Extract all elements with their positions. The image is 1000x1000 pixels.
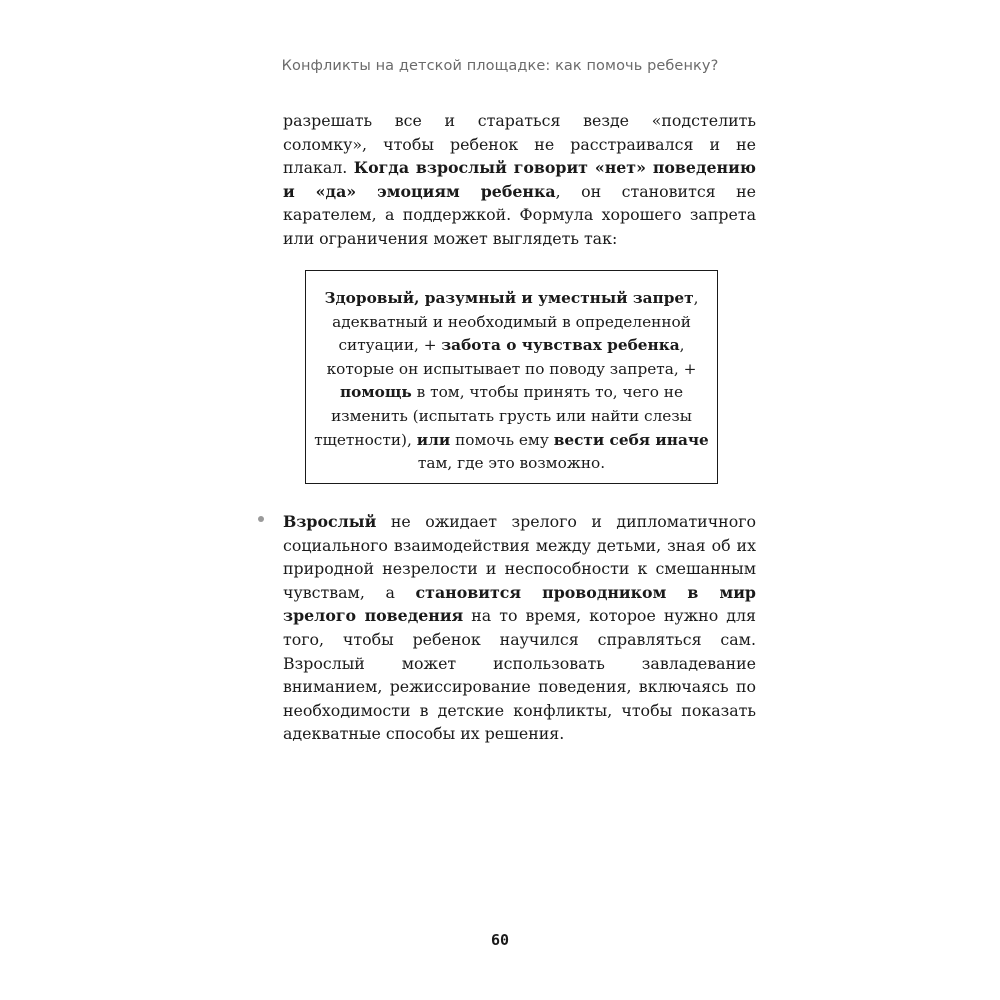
formula-plain-text: , адекватный и необходимый в определенной ситуации, + — [332, 289, 699, 355]
page-number: 60 — [490, 931, 510, 949]
formula-box — [305, 270, 718, 484]
formula-plain-text: там, где это возможно. — [417, 454, 606, 473]
bullet-text: на то время, которое нужно для того, чтобы ребенок научился справляться сам. Взрослый может использовать завладевание вниманием, режиссирование поведения, включаясь по необходимости в детские конфликты, чтобы показать адекватные способы их решения. — [283, 606, 756, 744]
bullet-bold-text: становится проводником в мир зрелого поведения — [283, 582, 756, 626]
body-paragraph — [283, 109, 756, 251]
bullet-bold-text: Взрослый — [283, 512, 377, 531]
paragraph-text: , он становится не карателем, а поддержкой. Формула хорошего запрета или ограничения может выглядеть так: — [283, 181, 756, 248]
bullet-text: не ожидает зрелого и дипломатичного социального взаимодействия между детьми, зная об их природной незрелости и неспособности к смешанным чувствам, а — [283, 512, 756, 602]
formula-bold-text: помощь — [339, 383, 412, 402]
formula-text — [306, 287, 717, 476]
formula-plain-text: в том, чтобы принять то, чего не изменить (испытать грусть или найти слезы тщетности), — [314, 383, 692, 449]
paragraph-bold-text: Когда взрослый говорит «нет» поведению и «да» эмоциям ребенка — [283, 158, 756, 201]
formula-plain-text: , которые он испытывает по поводу запрета, + — [326, 336, 697, 378]
bullet-paragraph — [283, 510, 756, 746]
formula-bold-text: вести себя иначе — [553, 430, 709, 449]
formula-bold-text: Здоровый, разумный и уместный запрет — [324, 289, 694, 307]
bullet-dot-icon — [258, 516, 264, 522]
running-header: Конфликты на детской площадке: как помочь ребенку? — [281, 58, 719, 74]
formula-bold-text: забота о чувствах ребенка — [441, 336, 680, 355]
formula-plain-text: помочь ему — [450, 430, 554, 449]
formula-bold-text: или — [416, 430, 451, 449]
paragraph-text: разрешать все и стараться везде «подстелить соломку», чтобы ребенок не расстраивался и не плакал. — [283, 111, 756, 178]
